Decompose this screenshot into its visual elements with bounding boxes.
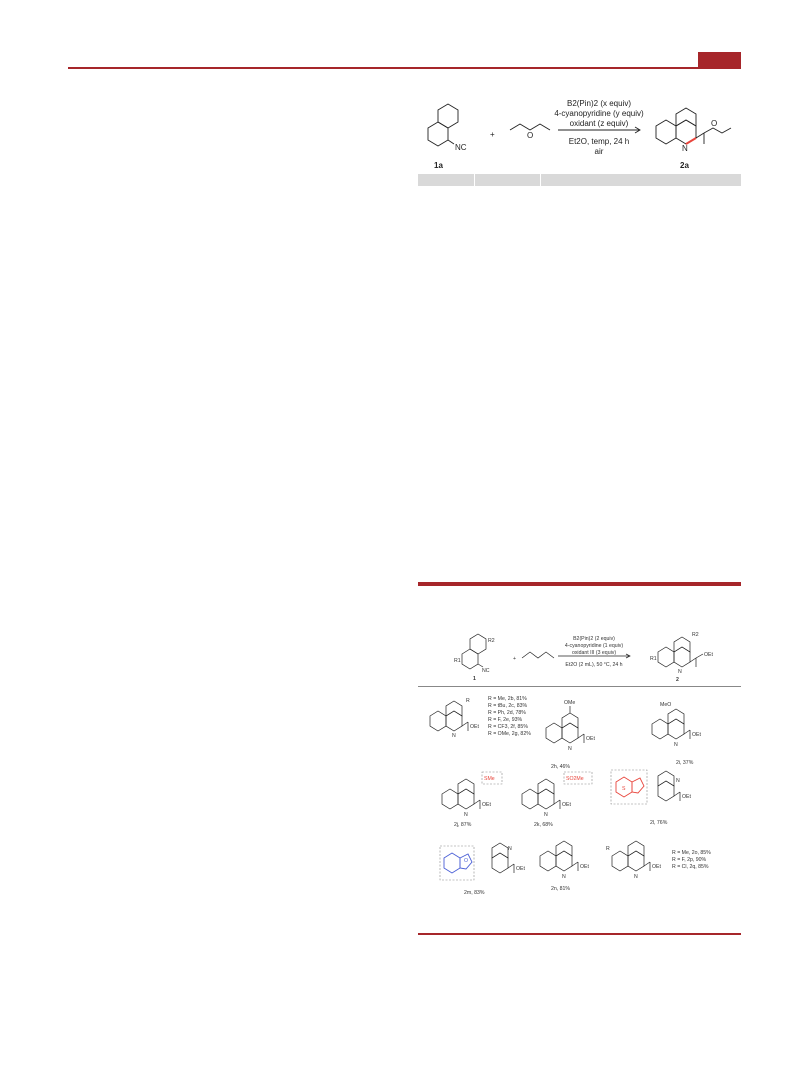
r-list-item: R = tBu, 2c, 83% [488,703,528,709]
reaction-scheme-1 [418,88,741,174]
r-list-item: R = Me, 2b, 81% [488,696,527,702]
reagent-1-label: 1 [473,676,476,682]
bottom-rule [418,933,741,935]
nitrogen-atom: N [676,778,680,784]
ome-group: OMe [564,700,576,706]
oet-group: OEt [652,864,661,870]
product-r1: R1 [650,656,657,662]
nitrogen-atom: N [674,742,678,748]
highlight-box-benzofuran [440,846,474,880]
r2-substituent: R2 [488,638,495,644]
r-substituent: R [466,698,470,704]
yield-2n: 2n, 81% [551,886,571,892]
r-list-item: R = Ph, 2d, 78% [488,710,526,716]
r-list-item: R = OMe, 2g, 82% [488,731,531,737]
nitrogen-atom: N [452,733,456,739]
yield-2l: 2l, 76% [650,820,668,826]
oet-group: OEt [580,864,589,870]
nitrogen-atom: N [562,874,566,880]
isocyanide-label: NC [482,668,490,674]
yield-2j: 2j, 87% [454,822,472,828]
r-list-item: R = Cl, 2q, 85% [672,864,709,870]
oet-group: OEt [516,866,525,872]
product-nitrogen: N [682,144,688,153]
plus-sign: + [490,130,495,139]
scheme-separator [418,686,741,687]
r-list-item: R = F, 2p, 90% [672,857,707,863]
product-oet: OEt [704,652,713,658]
oet-group: OEt [692,732,701,738]
condition-4: Et2O (2 mL), 50 °C, 24 h [565,662,623,668]
nitrogen-atom: N [544,812,548,818]
nitrogen-atom: N [634,874,638,880]
r-list-item: R = Me, 2o, 85% [672,850,711,856]
r-list-item: R = CF3, 2f, 85% [488,724,528,730]
r1-substituent: R1 [454,658,461,664]
oxygen-atom: O [464,858,469,864]
reagent-1a-label: 1a [434,161,443,170]
nitrogen-atom: N [568,746,572,752]
meo-group: MeO [660,702,672,708]
oet-group: OEt [682,794,691,800]
reaction-scheme-2 [418,618,741,684]
product-oxygen: O [711,119,718,128]
plus-sign: + [513,656,517,662]
product-nitrogen: N [678,669,682,675]
table-header-divider [540,174,541,186]
benzothiophene-fragment [616,777,644,797]
condition-2: 4-cyanopyridine (1 equiv) [564,643,624,649]
yield-2k: 2k, 68% [534,822,553,828]
oet-group: OEt [470,724,479,730]
ether-oxygen: O [527,131,534,140]
condition-1: B2(Pin)2 (x equiv) [566,99,632,108]
nitrogen-atom: N [508,846,512,852]
condition-3: oxidant III (3 equiv) [571,650,617,656]
product-2a-label: 2a [680,161,689,170]
table-header-bar [418,174,741,186]
r-list-item: R = F, 2e, 93% [488,717,523,723]
product-2-label: 2 [676,677,679,683]
yield-2i: 2i, 37% [676,760,694,766]
section-rule [418,582,741,586]
condition-3: oxidant (z equiv) [569,119,629,128]
oet-group: OEt [586,736,595,742]
oet-group: OEt [562,802,571,808]
nitrogen-atom: N [464,812,468,818]
condition-5: air [594,147,604,156]
isocyanide-label: NC [455,143,467,152]
header-tab [698,52,741,68]
sulfur-atom: S [622,786,626,792]
product-r2: R2 [692,632,699,638]
condition-2: 4-cyanopyridine (y equiv) [554,109,644,118]
condition-1: B2(Pin)2 (2 equiv) [573,636,615,642]
table-header-divider [474,174,475,186]
header-rule [68,67,741,69]
sme-group: SMe [484,776,495,782]
r-substituent: R [606,846,610,852]
substrate-scope [418,690,741,928]
condition-4: Et2O, temp, 24 h [568,137,630,146]
yield-2m: 2m, 83% [464,890,485,896]
oet-group: OEt [482,802,491,808]
so2me-group: SO2Me [566,776,584,782]
yield-2h: 2h, 46% [551,764,571,770]
